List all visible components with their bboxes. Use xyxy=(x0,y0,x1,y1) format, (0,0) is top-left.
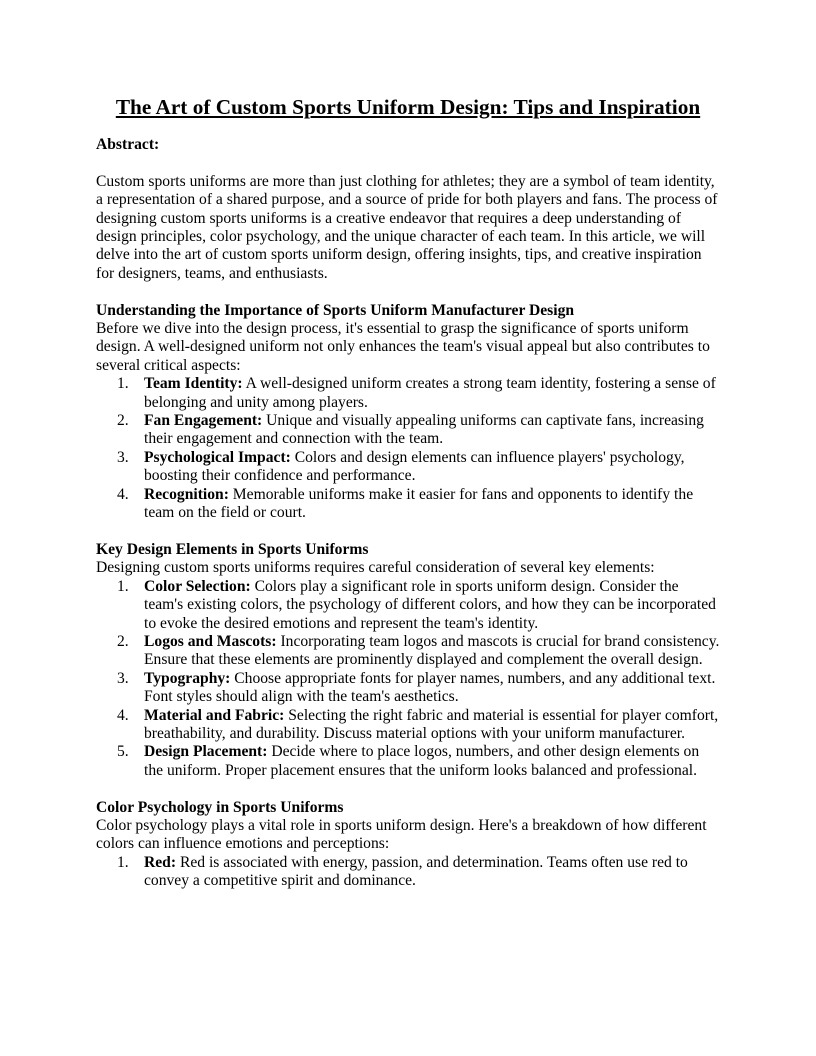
list-term: Red: xyxy=(144,853,177,871)
document-title: The Art of Custom Sports Uniform Design: Tips and Inspiration xyxy=(115,95,701,119)
list-item xyxy=(96,375,720,412)
list-number: 3. xyxy=(117,669,129,687)
list-number: 2. xyxy=(117,632,129,650)
list-text: Incorporating team logos and mascots is crucial for brand consistency. Ensure that these elements are prominently displayed and complement the overall design. xyxy=(144,632,720,669)
numbered-list xyxy=(96,375,720,522)
section-intro: Before we dive into the design process, it's essential to grasp the significance of sports uniform design. A well-designed uniform not only enhances the team's visual appeal but also contributes to several critical aspects: xyxy=(96,320,710,374)
list-text: Colors and design elements can influence players' psychology, boosting their confidence and performance. xyxy=(144,448,685,485)
section-heading: Key Design Elements in Sports Uniforms xyxy=(96,540,369,558)
list-item xyxy=(96,412,720,449)
section-importance xyxy=(96,302,720,523)
list-item xyxy=(96,854,720,891)
section-key-elements xyxy=(96,541,720,780)
list-text: Memorable uniforms make it easier for fans and opponents to identify the team on the field or court. xyxy=(144,485,694,522)
list-term: Typography: xyxy=(144,669,231,687)
list-number: 3. xyxy=(117,448,129,466)
list-term: Recognition: xyxy=(144,485,229,503)
list-number: 4. xyxy=(117,485,129,503)
list-text: Choose appropriate fonts for player names, numbers, and any additional text. Font styles should align with the team's aesthetics. xyxy=(144,669,716,706)
list-term: Team Identity: xyxy=(144,375,243,393)
list-item xyxy=(96,449,720,486)
document-page xyxy=(96,92,720,909)
list-item xyxy=(96,633,720,670)
section-color-psychology xyxy=(96,799,720,891)
list-number: 1. xyxy=(117,375,129,393)
list-text: Decide where to place logos, numbers, and other design elements on the uniform. Proper placement ensures that the uniform looks balanced and professional. xyxy=(144,743,700,779)
list-term: Fan Engagement: xyxy=(144,412,263,430)
list-term: Psychological Impact: xyxy=(144,448,291,466)
numbered-list xyxy=(96,854,720,891)
list-item xyxy=(96,486,720,523)
list-item xyxy=(96,578,720,633)
list-number: 4. xyxy=(117,706,129,724)
list-text: Colors play a significant role in sports uniform design. Consider the team's existing colors, the psychology of different colors, and how they can be incorporated to evoke the desired emotions and represent the team's identity. xyxy=(144,577,716,632)
list-text: A well-designed uniform creates a strong team identity, fostering a sense of belonging and unity among players. xyxy=(144,375,716,411)
list-text: Selecting the right fabric and material is essential for player comfort, breathability, and durability. Discuss material options with your uniform manufacturer. xyxy=(144,706,719,742)
abstract-body: Custom sports uniforms are more than just clothing for athletes; they are a symbol of team identity, a representation of a shared purpose, and a source of pride for both players and fans. The process of designing custom sports uniforms is a creative endeavor that requires a deep understanding of design principles, color psychology, and the unique character of each team. In this article, we will delve into the art of custom sports uniform design, offering insights, tips, and creative inspiration for designers, teams, and enthusiasts. xyxy=(96,172,718,282)
section-heading: Color Psychology in Sports Uniforms xyxy=(96,798,344,816)
section-intro: Designing custom sports uniforms requires careful consideration of several key elements: xyxy=(96,559,655,577)
list-term: Material and Fabric: xyxy=(144,706,285,724)
list-text: Red is associated with energy, passion, and determination. Teams often use red to convey a competitive spirit and dominance. xyxy=(144,853,688,890)
list-item xyxy=(96,670,720,707)
list-term: Design Placement: xyxy=(144,743,268,761)
list-number: 1. xyxy=(117,577,129,595)
abstract-label: Abstract: xyxy=(96,136,160,153)
list-term: Color Selection: xyxy=(144,577,251,595)
list-number: 5. xyxy=(117,743,129,761)
list-text: Unique and visually appealing uniforms can captivate fans, increasing their engagement and connection with the team. xyxy=(144,412,704,448)
list-item xyxy=(96,743,720,780)
numbered-list xyxy=(96,578,720,780)
list-number: 2. xyxy=(117,412,129,430)
section-heading: Understanding the Importance of Sports Uniform Manufacturer Design xyxy=(96,301,575,319)
section-intro: Color psychology plays a vital role in sports uniform design. Here's a breakdown of how different colors can influence emotions and perceptions: xyxy=(96,816,707,853)
list-term: Logos and Mascots: xyxy=(144,632,277,650)
list-item xyxy=(96,707,720,744)
list-number: 1. xyxy=(117,853,129,871)
